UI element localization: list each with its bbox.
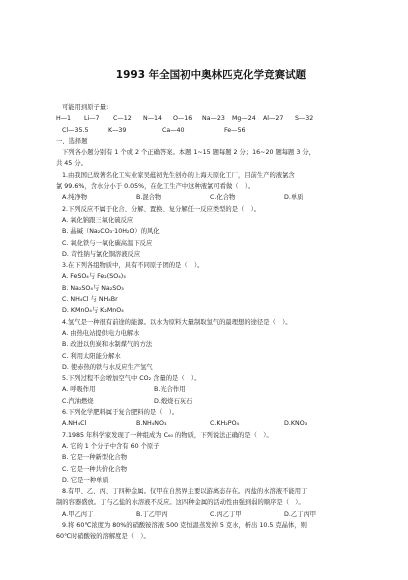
atomic-mass-entry: C—12: [113, 115, 132, 123]
answer-option: A.纯净物: [62, 194, 88, 202]
answer-option: D.单质: [284, 194, 304, 202]
answer-option: C. NH₄Cl 与 NH₄Br: [62, 296, 118, 304]
page-title: 1993 年全国初中奥林匹克化学竞赛试题: [115, 69, 307, 81]
answer-option: D. KMnO₄与 K₂MnO₄: [62, 307, 124, 315]
atomic-mass-entry: Cl—35.5: [62, 126, 89, 134]
answer-option: C. 利用太阳能分解水: [62, 352, 121, 360]
atomic-mass-entry: K—39: [108, 126, 127, 134]
atomic-masses-row-2: [56, 125, 366, 136]
answer-option-row: [56, 509, 366, 520]
instructions-line-2: 共 45 分。: [56, 160, 87, 168]
answer-option: D.KNO₃: [284, 420, 308, 428]
answer-option: B.混合物: [136, 194, 162, 202]
answer-option: B. 改进以焦炭和水制煤气的方法: [62, 341, 153, 349]
atomic-mass-entry: Na—23: [202, 115, 225, 123]
question-text: 3.在下列各组物质中，具有不同原子团的是（ ）。: [62, 262, 204, 270]
question-text: 7.1985 年科学家发现了一种组成为 C₆₀ 的物质，下列说法正确的是（ ）。: [62, 431, 273, 439]
answer-option: B.丁乙甲丙: [136, 510, 168, 518]
atomic-mass-entry: O—16: [173, 115, 193, 123]
atomic-masses-label: 可能用到原子量:: [62, 104, 109, 111]
question-text: 氯 99.6%，含水分小于 0.05%，在化工生产中这种液氯可看做（ ）。: [56, 183, 255, 191]
answer-option-row: [56, 384, 366, 395]
answer-option-row: [56, 192, 366, 203]
atomic-mass-entry: Li—7: [84, 115, 100, 123]
answer-option: C. 它是一种共价化合物: [62, 465, 128, 473]
question-text: 4.氢气是一种很有前途的能源。以水为原料大量制取氢气的最理想的途径是（ ）。: [62, 318, 292, 326]
answer-option: D. 使赤热的铁与水反应生产氢气: [62, 363, 153, 371]
question-list: [56, 170, 366, 543]
answer-option: C.KH₂PO₄: [210, 420, 240, 428]
answer-option: A. 呼吸作用: [62, 386, 96, 394]
question-item: [56, 407, 366, 430]
answer-option: A. 由热电站提供电力电解水: [62, 329, 140, 337]
answer-option: D.煅烧石灰石: [154, 397, 193, 405]
answer-option: D.乙丁丙甲: [284, 510, 317, 518]
atomic-mass-entry: Al—27: [263, 115, 284, 123]
question-text: 5.下列过程不会增加空气中 CO₂ 含量的是（ ）。: [62, 375, 201, 383]
answer-option: B. 晶碱（Na₂CO₃·10H₂O）的风化: [62, 228, 160, 236]
instructions-line-1: 下列各小题分别有 1 个或 2 个正确答案。本题 1~15 题每题 2 分；16~20 题每题 3 分，: [62, 149, 315, 157]
atomic-mass-entry: H—1: [56, 115, 72, 123]
answer-option: C.丙乙丁甲: [210, 510, 242, 518]
question-item: [56, 204, 366, 260]
question-item: [56, 170, 366, 204]
question-text: 60℃时硝酸铵的溶解度是（ ）。: [56, 533, 150, 541]
answer-option: A. 它的 1 个分子中含有 60 个原子: [62, 442, 160, 450]
answer-option: B.NH₄NO₃: [136, 420, 167, 428]
atomic-mass-entry: S—32: [295, 115, 314, 123]
answer-option: D. 它是一种单质: [62, 476, 109, 484]
answer-option: C. 氧化铁与一氧化碳高温下反应: [62, 239, 153, 247]
question-item: [56, 520, 366, 543]
answer-option: D. 苛性钠与氯化铜溶液反应: [62, 250, 141, 258]
question-item: [56, 260, 366, 316]
answer-option-row: [56, 418, 366, 429]
question-text: 6.下列化学肥料属于复合肥料的是（ ）。: [62, 409, 179, 417]
section-heading: 一、选择题: [56, 137, 88, 145]
question-text: 制的容器盛放。丁与乙盐的水溶液不反应。这四种金属的活动性由强到弱的顺序是（ ）。: [56, 499, 305, 507]
atomic-mass-entry: N—14: [143, 115, 163, 123]
answer-option: B.光合作用: [154, 386, 186, 394]
answer-option: A.NH₄Cl: [62, 420, 87, 428]
answer-option: B. 它是一种新型化合物: [62, 454, 127, 462]
answer-option: A.甲乙丙丁: [62, 510, 94, 518]
answer-option: B. Na₂SO₄与 Na₂SO₃: [62, 284, 124, 292]
atomic-mass-entry: Ca—40: [162, 126, 185, 134]
atomic-masses-row-1: [56, 113, 366, 124]
atomic-masses: [56, 102, 366, 136]
answer-option: C.化合物: [210, 194, 236, 202]
question-text: 8.有甲、乙、丙、丁四种金属。仅甲在自然界主要以游离态存在。丙盐的水溶液不能用丁: [62, 488, 308, 496]
question-text: 2.下列反应不属于化合、分解、置换、复分解任一反应类型的是（ ）。: [62, 205, 261, 213]
question-text: 9.将 60℃浓度为 80%的硝酸铵溶液 500 克恒温蒸发掉 5 克水，析出 10.5 克晶体，则: [62, 521, 307, 529]
atomic-mass-entry: Fe—56: [224, 126, 246, 134]
question-item: [56, 486, 366, 520]
question-text: 1.由我国已故著名化工实业家吴蕴初先生创办的上海天原化工厂，目前生产的液氯含: [62, 171, 295, 179]
question-item: [56, 373, 366, 407]
atomic-mass-entry: Mg—24: [232, 115, 256, 123]
question-item: [56, 317, 366, 373]
answer-option-row: [56, 396, 366, 407]
answer-option: A. 氧化钠跟三氧化硫反应: [62, 216, 134, 224]
answer-option: C.汽油燃烧: [62, 397, 94, 405]
question-item: [56, 430, 366, 486]
answer-option: A. FeSO₄与 Fe₂(SO₄)₃: [62, 273, 126, 281]
